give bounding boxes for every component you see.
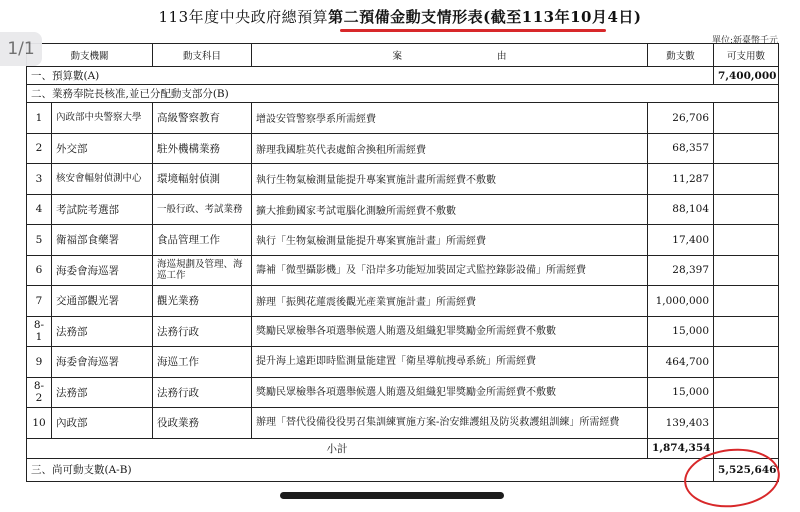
row-subject: 法務行政: [153, 316, 252, 347]
section-a-row: [27, 67, 779, 85]
row-amount: 464,700: [648, 347, 714, 378]
row-reason: 辦理「振興花蓮震後觀光產業實施計畫」所需經費: [252, 286, 648, 317]
row-agency: 內政部: [52, 408, 153, 439]
page-indicator[interactable]: 1/1: [0, 32, 42, 66]
row-agency: 海委會海巡署: [52, 347, 153, 378]
row-subject: 海巡工作: [153, 347, 252, 378]
row-available: [714, 316, 779, 347]
row-number: 6: [27, 255, 52, 286]
table-row: [27, 103, 779, 134]
row-reason: 提升海上遠距即時監測量能建置「衛星導航搜尋系統」所需經費: [252, 347, 648, 378]
row-subject: 食品管理工作: [153, 225, 252, 256]
row-agency: 法務部: [52, 377, 153, 408]
section-c-row: [27, 458, 779, 481]
page-title: [0, 6, 800, 27]
table-row: [27, 347, 779, 378]
section-a-label: 一、預算數(A): [27, 67, 714, 85]
row-agency: 外交部: [52, 133, 153, 164]
row-subject: 役政業務: [153, 408, 252, 439]
row-reason: 執行生物氣檢測量能提升專案實施計畫所需經費不敷數: [252, 164, 648, 195]
row-agency: 衛福部食藥署: [52, 225, 153, 256]
row-agency: 法務部: [52, 316, 153, 347]
row-reason: 獎勵民眾檢舉各項選舉候選人賄選及組織犯罪獎勵金所需經費不敷數: [252, 377, 648, 408]
section-a-available: 7,400,000: [714, 67, 779, 85]
section-b-label: 二、業務奉院長核准,並已分配動支部分(B): [27, 85, 779, 103]
row-available: [714, 225, 779, 256]
table-row: [27, 408, 779, 439]
row-agency: 核安會輻射偵測中心: [52, 164, 153, 195]
row-subject: 環境輻射偵測: [153, 164, 252, 195]
row-available: [714, 377, 779, 408]
table-row: [27, 377, 779, 408]
col-header-reason: 案 由: [252, 44, 648, 67]
subtotal-row: [27, 438, 779, 458]
row-subject: 海巡規劃及管理、海巡工作: [153, 255, 252, 286]
section-b-row: [27, 85, 779, 103]
row-amount: 17,400: [648, 225, 714, 256]
row-reason: 獎勵民眾檢舉各項選舉候選人賄選及組織犯罪獎勵金所需經費不敷數: [252, 316, 648, 347]
row-agency: 海委會海巡署: [52, 255, 153, 286]
row-available: [714, 164, 779, 195]
row-available: [714, 255, 779, 286]
row-subject: 法務行政: [153, 377, 252, 408]
row-agency: 交通部觀光署: [52, 286, 153, 317]
table-row: [27, 286, 779, 317]
row-available: [714, 286, 779, 317]
row-agency: 內政部中央警察大學: [52, 103, 153, 134]
budget-table: [26, 43, 779, 482]
row-amount: 139,403: [648, 408, 714, 439]
row-subject: 駐外機構業務: [153, 133, 252, 164]
subtotal-amount: 1,874,354: [648, 438, 714, 458]
row-subject: 高級警察教育: [153, 103, 252, 134]
red-underline-annotation: [340, 29, 606, 32]
row-subject: 觀光業務: [153, 286, 252, 317]
row-amount: 68,357: [648, 133, 714, 164]
table-row: [27, 133, 779, 164]
row-amount: 1,000,000: [648, 286, 714, 317]
row-reason: 增設安管警察學系所需經費: [252, 103, 648, 134]
col-header-agency: 動支機關: [27, 44, 153, 67]
row-reason: 辦理「替代役備役役男召集訓練實施方案-治安維護組及防災救護組訓練」所需經費: [252, 408, 648, 439]
col-header-available: 可支用數: [714, 44, 779, 67]
row-number: 10: [27, 408, 52, 439]
row-available: [714, 103, 779, 134]
row-number: 2: [27, 133, 52, 164]
title-highlight: 第二預備金動支情形表(截至113年10月4日): [328, 8, 642, 26]
row-number: 4: [27, 194, 52, 225]
table-row: [27, 255, 779, 286]
row-available: [714, 347, 779, 378]
row-number: 7: [27, 286, 52, 317]
row-number: 1: [27, 103, 52, 134]
row-number: 9: [27, 347, 52, 378]
row-amount: 15,000: [648, 377, 714, 408]
row-reason: 擴大推動國家考試電腦化測驗所需經費不敷數: [252, 194, 648, 225]
row-available: [714, 133, 779, 164]
row-number: 8-2: [27, 377, 52, 408]
subtotal-label: 小計: [27, 438, 648, 458]
home-indicator-bar[interactable]: [280, 492, 504, 499]
table-header-row: [27, 44, 779, 67]
row-number: 3: [27, 164, 52, 195]
row-available: [714, 408, 779, 439]
row-number: 5: [27, 225, 52, 256]
row-amount: 88,104: [648, 194, 714, 225]
row-available: [714, 194, 779, 225]
row-amount: 28,397: [648, 255, 714, 286]
section-c-available: 5,525,646: [714, 458, 779, 481]
row-amount: 26,706: [648, 103, 714, 134]
row-agency: 考試院考選部: [52, 194, 153, 225]
table-row: [27, 194, 779, 225]
title-prefix: 113年度中央政府總預算: [158, 8, 329, 26]
row-number: 8-1: [27, 316, 52, 347]
section-c-label: 三、尚可動支數(A-B): [27, 458, 714, 481]
unit-label: 單位:新臺幣千元: [711, 36, 778, 46]
col-header-amount: 動支數: [648, 44, 714, 67]
row-amount: 11,287: [648, 164, 714, 195]
col-header-subject: 動支科目: [153, 44, 252, 67]
row-reason: 籌補「微型攝影機」及「沿岸多功能短加裝固定式監控錄影設備」所需經費: [252, 255, 648, 286]
table-row: [27, 225, 779, 256]
row-amount: 15,000: [648, 316, 714, 347]
row-reason: 辦理我國駐英代表處館舍換租所需經費: [252, 133, 648, 164]
row-reason: 執行「生物氣檢測量能提升專案實施計畫」所需經費: [252, 225, 648, 256]
subtotal-available: [714, 438, 779, 458]
table-row: [27, 164, 779, 195]
table-row: [27, 316, 779, 347]
row-subject: 一般行政、考試業務: [153, 194, 252, 225]
